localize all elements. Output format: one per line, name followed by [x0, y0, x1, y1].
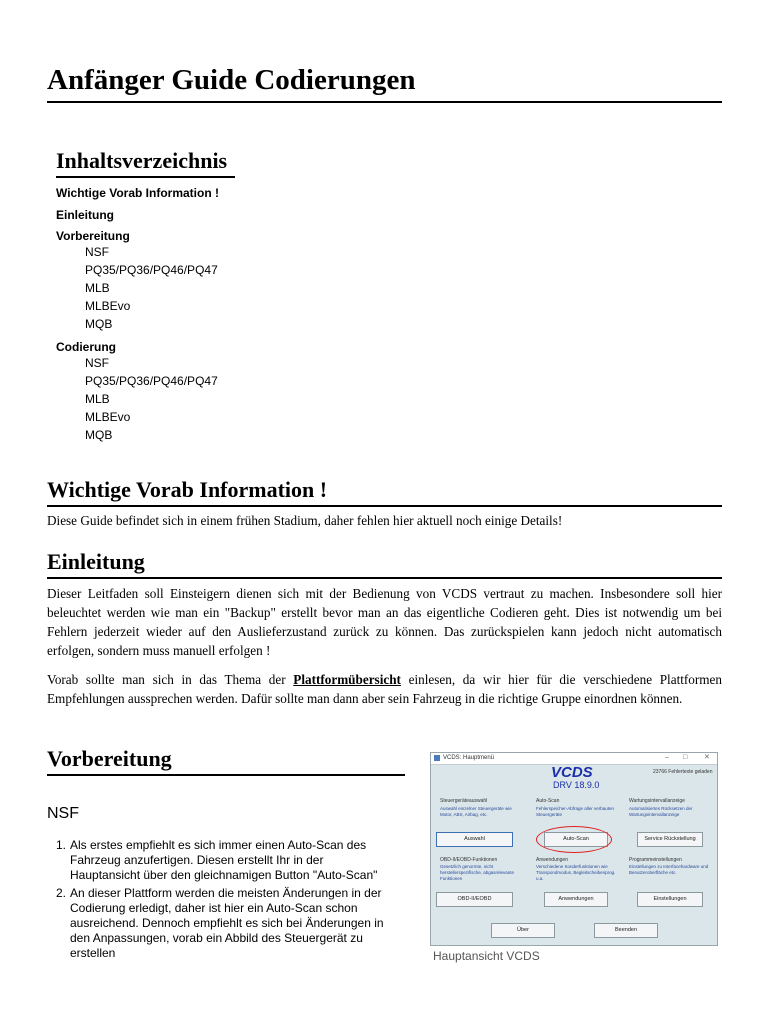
ueber-button: Über [491, 923, 555, 938]
list-text: An dieser Plattform werden die meisten Änderungen in der Codierung erledigt, daher ist hier ein Auto-Scan schon ausreichend. Dennoch empfiehlt es sich bei Änderungen in den Anpassungen, vorab ein Abbild des Steuergerät zu erstellen [70, 886, 384, 960]
section-description: Einstellungen zu Interfacehardware und Benutzeroberfläche etc. [629, 864, 709, 875]
anwendungen-button: Anwendungen [544, 892, 608, 907]
toc-link-einleitung[interactable]: Einleitung [56, 208, 114, 222]
auto-scan-highlight [536, 826, 612, 853]
section-description: Auswahl einzelner Steuergeräte wie Motor, ABS, Airbag, etc. [440, 806, 512, 817]
section-description: Gesetzlich genormte, nicht herstellerspezifische, abgasrelevante Funktionen [440, 864, 515, 881]
toc-link-codierung[interactable]: Codierung [56, 340, 116, 354]
paragraph-text: einlesen, da wir hier für die verschiedene Plattformen Empfehlungen aussprechen werden. Dafür sollte man dann aber sein Fahrzeug in die richtige Gruppe einordnen können. [47, 672, 722, 706]
section-label: Programmeinstellungen [629, 857, 682, 863]
list-number: 2. [56, 886, 67, 900]
list-number: 1. [56, 838, 67, 852]
auswahl-button: Auswahl [436, 832, 513, 847]
toc-link-vorbereitung-pq[interactable]: PQ35/PQ36/PQ46/PQ47 [85, 263, 218, 277]
vcds-fehlertexte-count: 23766 Fehlertexte geladen [653, 769, 713, 775]
toc-link-vorbereitung-mlb[interactable]: MLB [85, 281, 110, 295]
plattformuebersicht-link[interactable]: Plattformübersicht [293, 672, 401, 687]
section-label: Steuergeräteauswahl [440, 798, 488, 804]
window-title: VCDS: Hauptmenü [443, 755, 495, 761]
vcds-version: DRV 18.9.0 [553, 780, 600, 790]
toc-link-vorab-info[interactable]: Wichtige Vorab Information ! [56, 186, 220, 200]
toc-link-vorbereitung[interactable]: Vorbereitung [56, 229, 130, 243]
image-caption: Hauptansicht VCDS [433, 949, 540, 963]
subheading-nsf: NSF [47, 805, 79, 822]
auto-scan-button: Auto-Scan [544, 832, 608, 847]
einleitung-paragraph-2 [47, 670, 722, 708]
toc-link-vorbereitung-nsf[interactable]: NSF [85, 245, 109, 259]
obd-eobd-button: OBD-II/EOBD [436, 892, 513, 907]
toc-link-codierung-mlbevo[interactable]: MLBEvo [85, 410, 131, 424]
list-item [50, 886, 395, 961]
section-label: OBD-II/EOBD-Funktionen [440, 857, 498, 863]
steps-list [50, 838, 395, 964]
section-label: Anwendungen [536, 857, 568, 863]
section-description: Verschiedene Sonderfunktionen wie Transpondmodus, Begleitscheibenprog. u.a. [536, 864, 616, 881]
toc-link-vorbereitung-mqb[interactable]: MQB [85, 317, 113, 331]
vcds-logo: VCDS [551, 764, 593, 781]
toc-heading: Inhaltsverzeichnis [56, 147, 235, 178]
section-description: Automatisiertes Rücksetzen der Wartungsintervallanzeige [629, 806, 693, 817]
paragraph-text: Vorab sollte man sich in das Thema der [47, 672, 294, 687]
section-description: Fehlerspeicher-Abfrage aller verbauten Steuergeräte [536, 806, 615, 817]
service-rueckstellung-button: Service Rückstellung [637, 832, 703, 847]
einleitung-paragraph-1: Dieser Leitfaden soll Einsteigern dienen sich mit der Bedienung von VCDS vertraut zu machen. Insbesondere soll hier beleuchtet werden wie man ein "Backup" erstellt bevor man an das eigentliche Codieren geht. Dies ist notwendig um bei Fehlern jederzeit wieder auf den Auslieferzustand zurück zu können. Das zurückspielen kann jedoch nicht automatisch erfolgen, sondern muss manuell erfolgen ! [47, 586, 722, 658]
vorab-info-text: Diese Guide befindet sich in einem frühen Stadium, daher fehlen hier aktuell noch einige Details! [47, 513, 563, 528]
app-icon [434, 755, 440, 761]
section-label: Auto-Scan [536, 798, 560, 804]
beenden-button: Beenden [594, 923, 658, 938]
close-icon: ✕ [704, 754, 710, 761]
section-heading-vorab-info: Wichtige Vorab Information ! [47, 477, 722, 507]
list-text: Als erstes empfiehlt es sich immer einen Auto-Scan des Fahrzeug anzufertigen. Diesen erstellt Ihr in der Hauptansicht über den gleichnamigen Button "Auto-Scan" [70, 838, 378, 882]
toc-link-codierung-nsf[interactable]: NSF [85, 356, 109, 370]
einstellungen-button: Einstellungen [637, 892, 703, 907]
toc-link-codierung-mqb[interactable]: MQB [85, 428, 113, 442]
minimize-icon: – [665, 754, 669, 761]
list-item [50, 838, 395, 883]
toc-link-codierung-pq[interactable]: PQ35/PQ36/PQ46/PQ47 [85, 374, 218, 388]
maximize-icon: □ [683, 754, 688, 761]
section-heading-einleitung: Einleitung [47, 549, 722, 579]
toc-link-vorbereitung-mlbevo[interactable]: MLBEvo [85, 299, 131, 313]
section-heading-vorbereitung: Vorbereitung [47, 746, 405, 776]
toc-link-codierung-mlb[interactable]: MLB [85, 392, 110, 406]
section-label: Wartungsintervallanzeige [629, 798, 685, 804]
page-title: Anfänger Guide Codierungen [47, 62, 722, 103]
